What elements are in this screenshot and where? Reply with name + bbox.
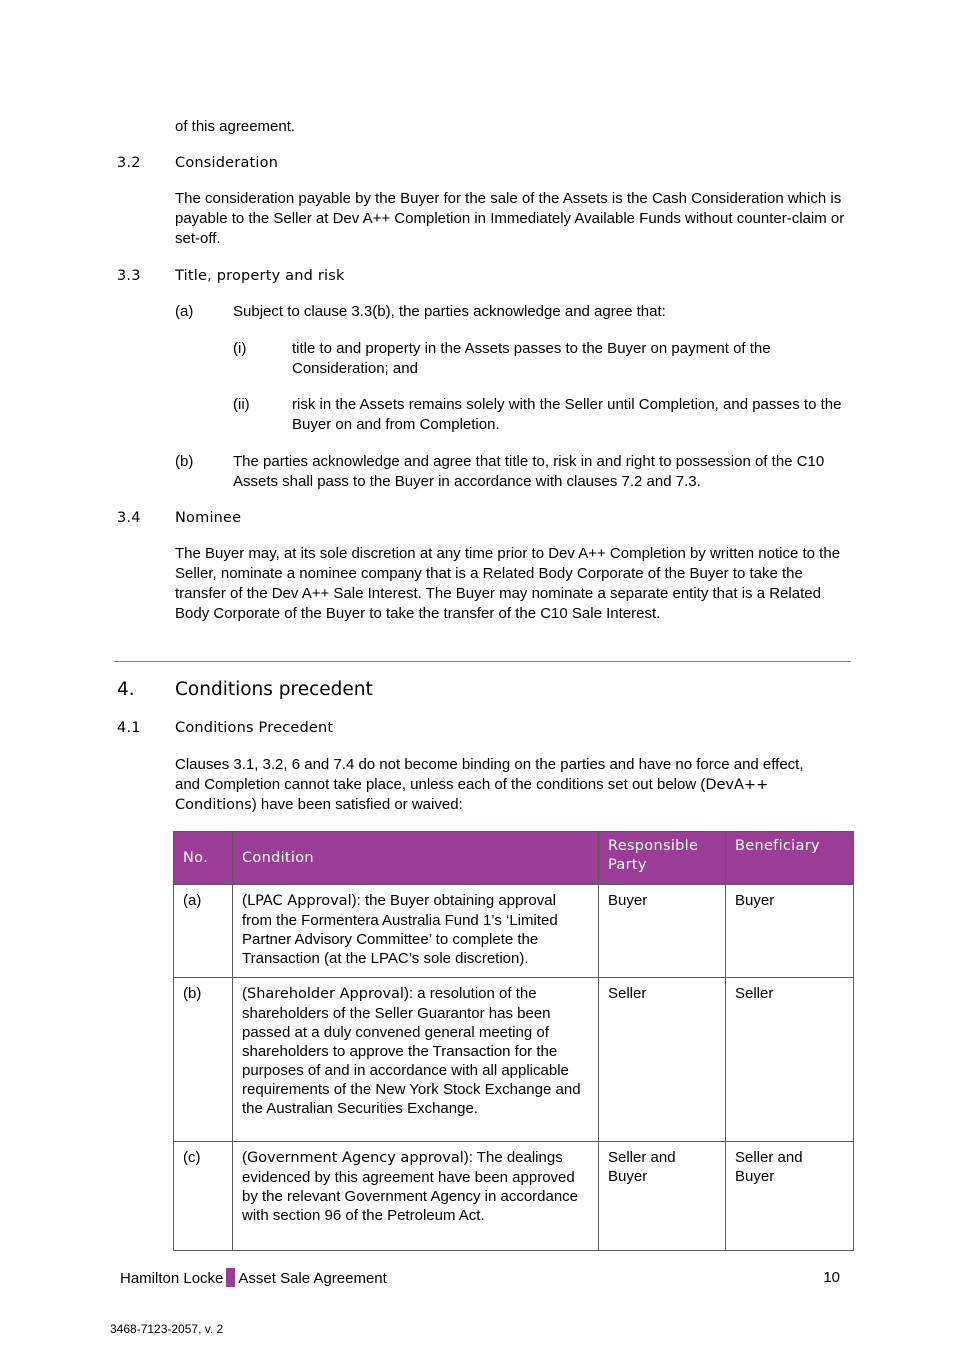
clause-3-3-number: 3.3 xyxy=(117,268,141,284)
row-responsible-party: Buyer xyxy=(599,885,726,978)
table-row xyxy=(174,978,854,1142)
footer-doc-title: Asset Sale Agreement xyxy=(238,1270,387,1287)
row-condition xyxy=(233,885,599,978)
clause-3-3-b-text: The parties acknowledge and agree that title to, risk in and right to possession of the C10 Assets shall pass to the Buyer in accordance with clauses 7.2 and 7.3. xyxy=(233,453,825,490)
row-number: (b) xyxy=(174,978,233,1142)
row-beneficiary: Seller and Buyer xyxy=(726,1142,854,1251)
row-responsible-party: Seller xyxy=(599,978,726,1142)
header-condition: Condition xyxy=(233,832,599,885)
cond-term: Government Agency approval xyxy=(247,1150,464,1166)
clause-4-1-body xyxy=(175,755,830,815)
document-reference: 3468-7123-2057, v. 2 xyxy=(110,1322,224,1336)
clause-3-4-number: 3.4 xyxy=(117,510,141,526)
clause-3-2-heading: Consideration xyxy=(175,155,279,171)
row-responsible-party: Seller and Buyer xyxy=(599,1142,726,1251)
clause-3-2-number: 3.2 xyxy=(117,155,141,171)
cond-rest: ): a resolution of the shareholders of the Seller Guarantor has been passed at a duly convened general meeting of shareholders to approve the Transaction for the purposes of and in accordance with all applicable requirements of the New York Stock Exchange and the Australian Securities Exchange. xyxy=(242,985,581,1117)
cond-term: Shareholder Approval xyxy=(247,986,404,1002)
row-number: (a) xyxy=(174,885,233,978)
cond-rest: ): The dealings evidenced by this agreement have been approved by the relevant Government Agency in accordance with section 96 of the Petroleum Act. xyxy=(242,1149,579,1224)
clause-4-1-number: 4.1 xyxy=(117,720,141,736)
row-beneficiary: Seller xyxy=(726,978,854,1142)
cond-open: ( xyxy=(242,1149,247,1166)
defined-term: DevA++ Conditions xyxy=(175,777,769,813)
clause-3-3-a-text: Subject to clause 3.3(b), the parties acknowledge and agree that: xyxy=(233,303,666,320)
header-no: No. xyxy=(174,832,233,885)
clause-3-3-a-ii-label: (ii) xyxy=(233,396,250,413)
clause-3-2-body: The consideration payable by the Buyer for the sale of the Assets is the Cash Consideration which is payable to the Seller at Dev A++ Completion in Immediately Available Funds without counter-claim or set-off. xyxy=(175,190,845,247)
clause-3-3-a-i-label: (i) xyxy=(233,340,247,357)
header-responsible-party: Responsible Party xyxy=(599,832,726,885)
conditions-table xyxy=(173,831,854,1251)
clause-3-3-a-i-text: title to and property in the Assets passes to the Buyer on payment of the Consideration; and xyxy=(292,340,771,377)
cond-open: ( xyxy=(242,985,247,1002)
row-condition xyxy=(233,1142,599,1251)
section-divider xyxy=(114,661,851,662)
table-row xyxy=(174,1142,854,1251)
clause-3-3-a-ii-text: risk in the Assets remains solely with the Seller until Completion, and passes to the Buyer on and from Completion. xyxy=(292,396,842,433)
table-row xyxy=(174,885,854,978)
row-number: (c) xyxy=(174,1142,233,1251)
clause-4-1-body-end: ) have been satisfied or waived: xyxy=(251,796,463,813)
table-header-row xyxy=(174,832,854,885)
footer-firm: Hamilton Locke xyxy=(120,1270,224,1287)
clause-4-1-heading: Conditions Precedent xyxy=(175,720,334,736)
intro-tail: of this agreement. xyxy=(175,118,296,135)
header-beneficiary: Beneficiary xyxy=(726,832,854,885)
clause-3-4-heading: Nominee xyxy=(175,510,242,526)
section-4-number: 4. xyxy=(117,679,135,700)
clause-4-1-body-start: Clauses 3.1, 3.2, 6 and 7.4 do not become binding on the parties and have no force and effect, and Completion cannot take place, unless each of the conditions set out below ( xyxy=(175,756,804,793)
clause-3-3-b-label: (b) xyxy=(175,453,194,470)
clause-3-3-heading: Title, property and risk xyxy=(175,268,345,284)
page-number: 10 xyxy=(823,1269,840,1286)
row-beneficiary: Buyer xyxy=(726,885,854,978)
section-4-heading: Conditions precedent xyxy=(175,679,373,700)
row-condition xyxy=(233,978,599,1142)
cond-open: ( xyxy=(242,892,247,909)
clause-3-4-body: The Buyer may, at its sole discretion at any time prior to Dev A++ Completion by written notice to the Seller, nominate a nominee company that is a Related Body Corporate of the Buyer to take the transfer of the Dev A++ Sale Interest. The Buyer may nominate a separate entity that is a Related Body Corporate of the Buyer to take the transfer of the C10 Sale Interest. xyxy=(175,545,841,622)
clause-3-3-a-label: (a) xyxy=(175,303,194,320)
footer xyxy=(120,1268,840,1288)
footer-accent-bar xyxy=(226,1268,235,1287)
cond-term: LPAC Approval xyxy=(247,893,352,909)
cond-rest: ): the Buyer obtaining approval from the Formentera Australia Fund 1’s ‘Limited Partner Advisory Committee’ to complete the Transaction (at the LPAC’s sole discretion). xyxy=(242,892,558,967)
